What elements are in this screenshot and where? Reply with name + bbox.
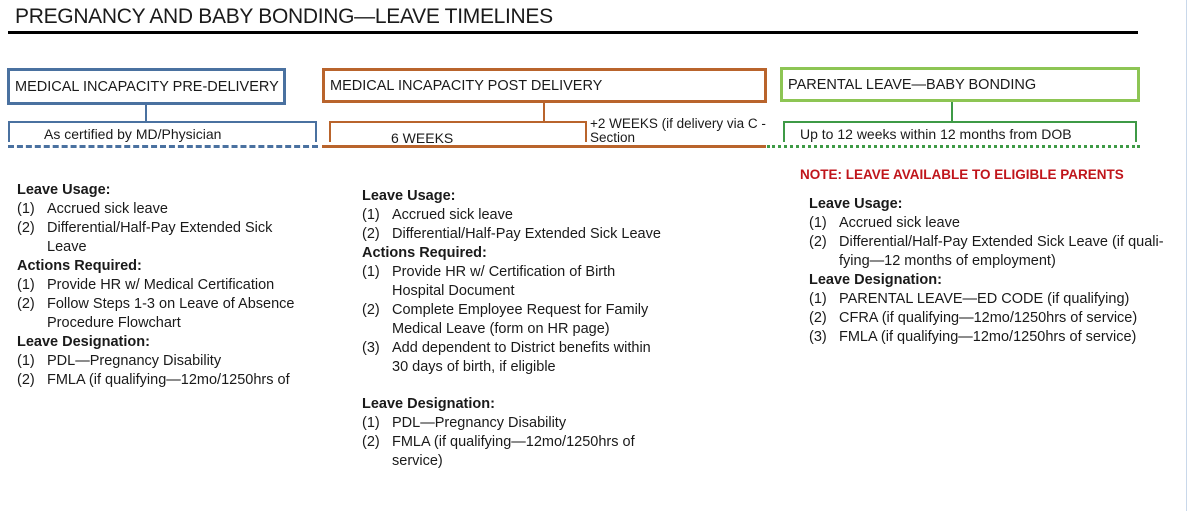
list-item: (1) Accrued sick leave [809, 215, 960, 231]
phase-box-post-delivery [322, 68, 767, 103]
section-heading: Leave Designation: [17, 334, 150, 350]
page-edge [1186, 0, 1195, 511]
list-item: (3) Add dependent to District benefits within 30 days of birth, if eligible [362, 340, 651, 375]
list-item: (3) FMLA (if qualifying—12mo/1250hrs of service) [809, 329, 1137, 345]
title-underline [8, 31, 1138, 34]
list-item: (2) Follow Steps 1-3 on Leave of Absence Procedure Flowchart [17, 296, 295, 331]
timeline-segment-post-delivery [322, 145, 766, 148]
list-item: (2) Differential/Half-Pay Extended Sick Leave [362, 226, 661, 242]
phase-connector [951, 102, 953, 122]
actions-required-list [17, 276, 307, 333]
post-delivery-details [362, 187, 667, 471]
list-item: (2) Complete Employee Request for Family Medical Leave (form on HR page) [362, 302, 649, 337]
phase-span-label: As certified by MD/Physician [44, 126, 222, 142]
phase-span-label: Up to 12 weeks within 12 months from DOB [800, 126, 1072, 142]
leave-designation-list [17, 352, 307, 390]
eligibility-note: NOTE: LEAVE AVAILABLE TO ELIGIBLE PARENTS [800, 167, 1124, 182]
list-item: (1) Accrued sick leave [17, 201, 168, 217]
actions-required-list [362, 263, 667, 377]
list-item: (2) FMLA (if qualifying—12mo/1250hrs of [17, 372, 290, 388]
leave-designation-list [362, 414, 667, 471]
list-item: (1) Provide HR w/ Certification of Birth Hospital Document [362, 264, 616, 299]
phase-connector [543, 103, 545, 122]
phase-label: MEDICAL INCAPACITY POST DELIVERY [330, 77, 603, 94]
section-heading: Leave Designation: [362, 396, 495, 412]
parental-leave-details [809, 195, 1187, 347]
pre-delivery-details [17, 181, 307, 390]
section-heading: Actions Required: [17, 258, 142, 274]
timeline-segment-parental-leave [767, 145, 1140, 148]
list-item: (2) Differential/Half-Pay Extended Sick Leave (if quali-fying—12 months of employment) [809, 234, 1164, 269]
leave-usage-list [809, 214, 1187, 271]
section-heading: Leave Designation: [809, 272, 942, 288]
timeline-segment-pre-delivery [8, 145, 318, 148]
leave-usage-list [362, 206, 667, 244]
list-item: (2) FMLA (if qualifying—12mo/1250hrs of service) [362, 434, 635, 469]
phase-span-bracket [329, 121, 587, 142]
list-item: (1) PARENTAL LEAVE—ED CODE (if qualifying) [809, 291, 1130, 307]
list-item: (1) Accrued sick leave [362, 207, 513, 223]
phase-span-label: 6 WEEKS [391, 130, 454, 146]
section-heading: Leave Usage: [809, 196, 903, 212]
section-heading: Leave Usage: [362, 188, 456, 204]
list-item: (2) Differential/Half-Pay Extended Sick Leave [17, 220, 273, 255]
phase-label: MEDICAL INCAPACITY PRE-DELIVERY [15, 78, 279, 95]
list-item: (2) CFRA (if qualifying—12mo/1250hrs of service) [809, 310, 1138, 326]
list-item: (1) PDL—Pregnancy Disability [362, 415, 567, 431]
phase-extra-label: +2 WEEKS (if delivery via C -Section [590, 116, 766, 145]
page-title: PREGNANCY AND BABY BONDING—LEAVE TIMELINES [15, 5, 553, 28]
list-item: (1) Provide HR w/ Medical Certification [17, 277, 275, 293]
list-item: (1) PDL—Pregnancy Disability [17, 353, 222, 369]
phase-box-parental-leave [780, 67, 1140, 102]
phase-label: PARENTAL LEAVE—BABY BONDING [788, 76, 1037, 93]
leave-usage-list [17, 200, 307, 257]
phase-connector [145, 105, 147, 122]
phase-box-pre-delivery [7, 68, 286, 105]
leave-designation-list [809, 290, 1187, 347]
section-heading: Leave Usage: [17, 182, 111, 198]
section-heading: Actions Required: [362, 245, 487, 261]
